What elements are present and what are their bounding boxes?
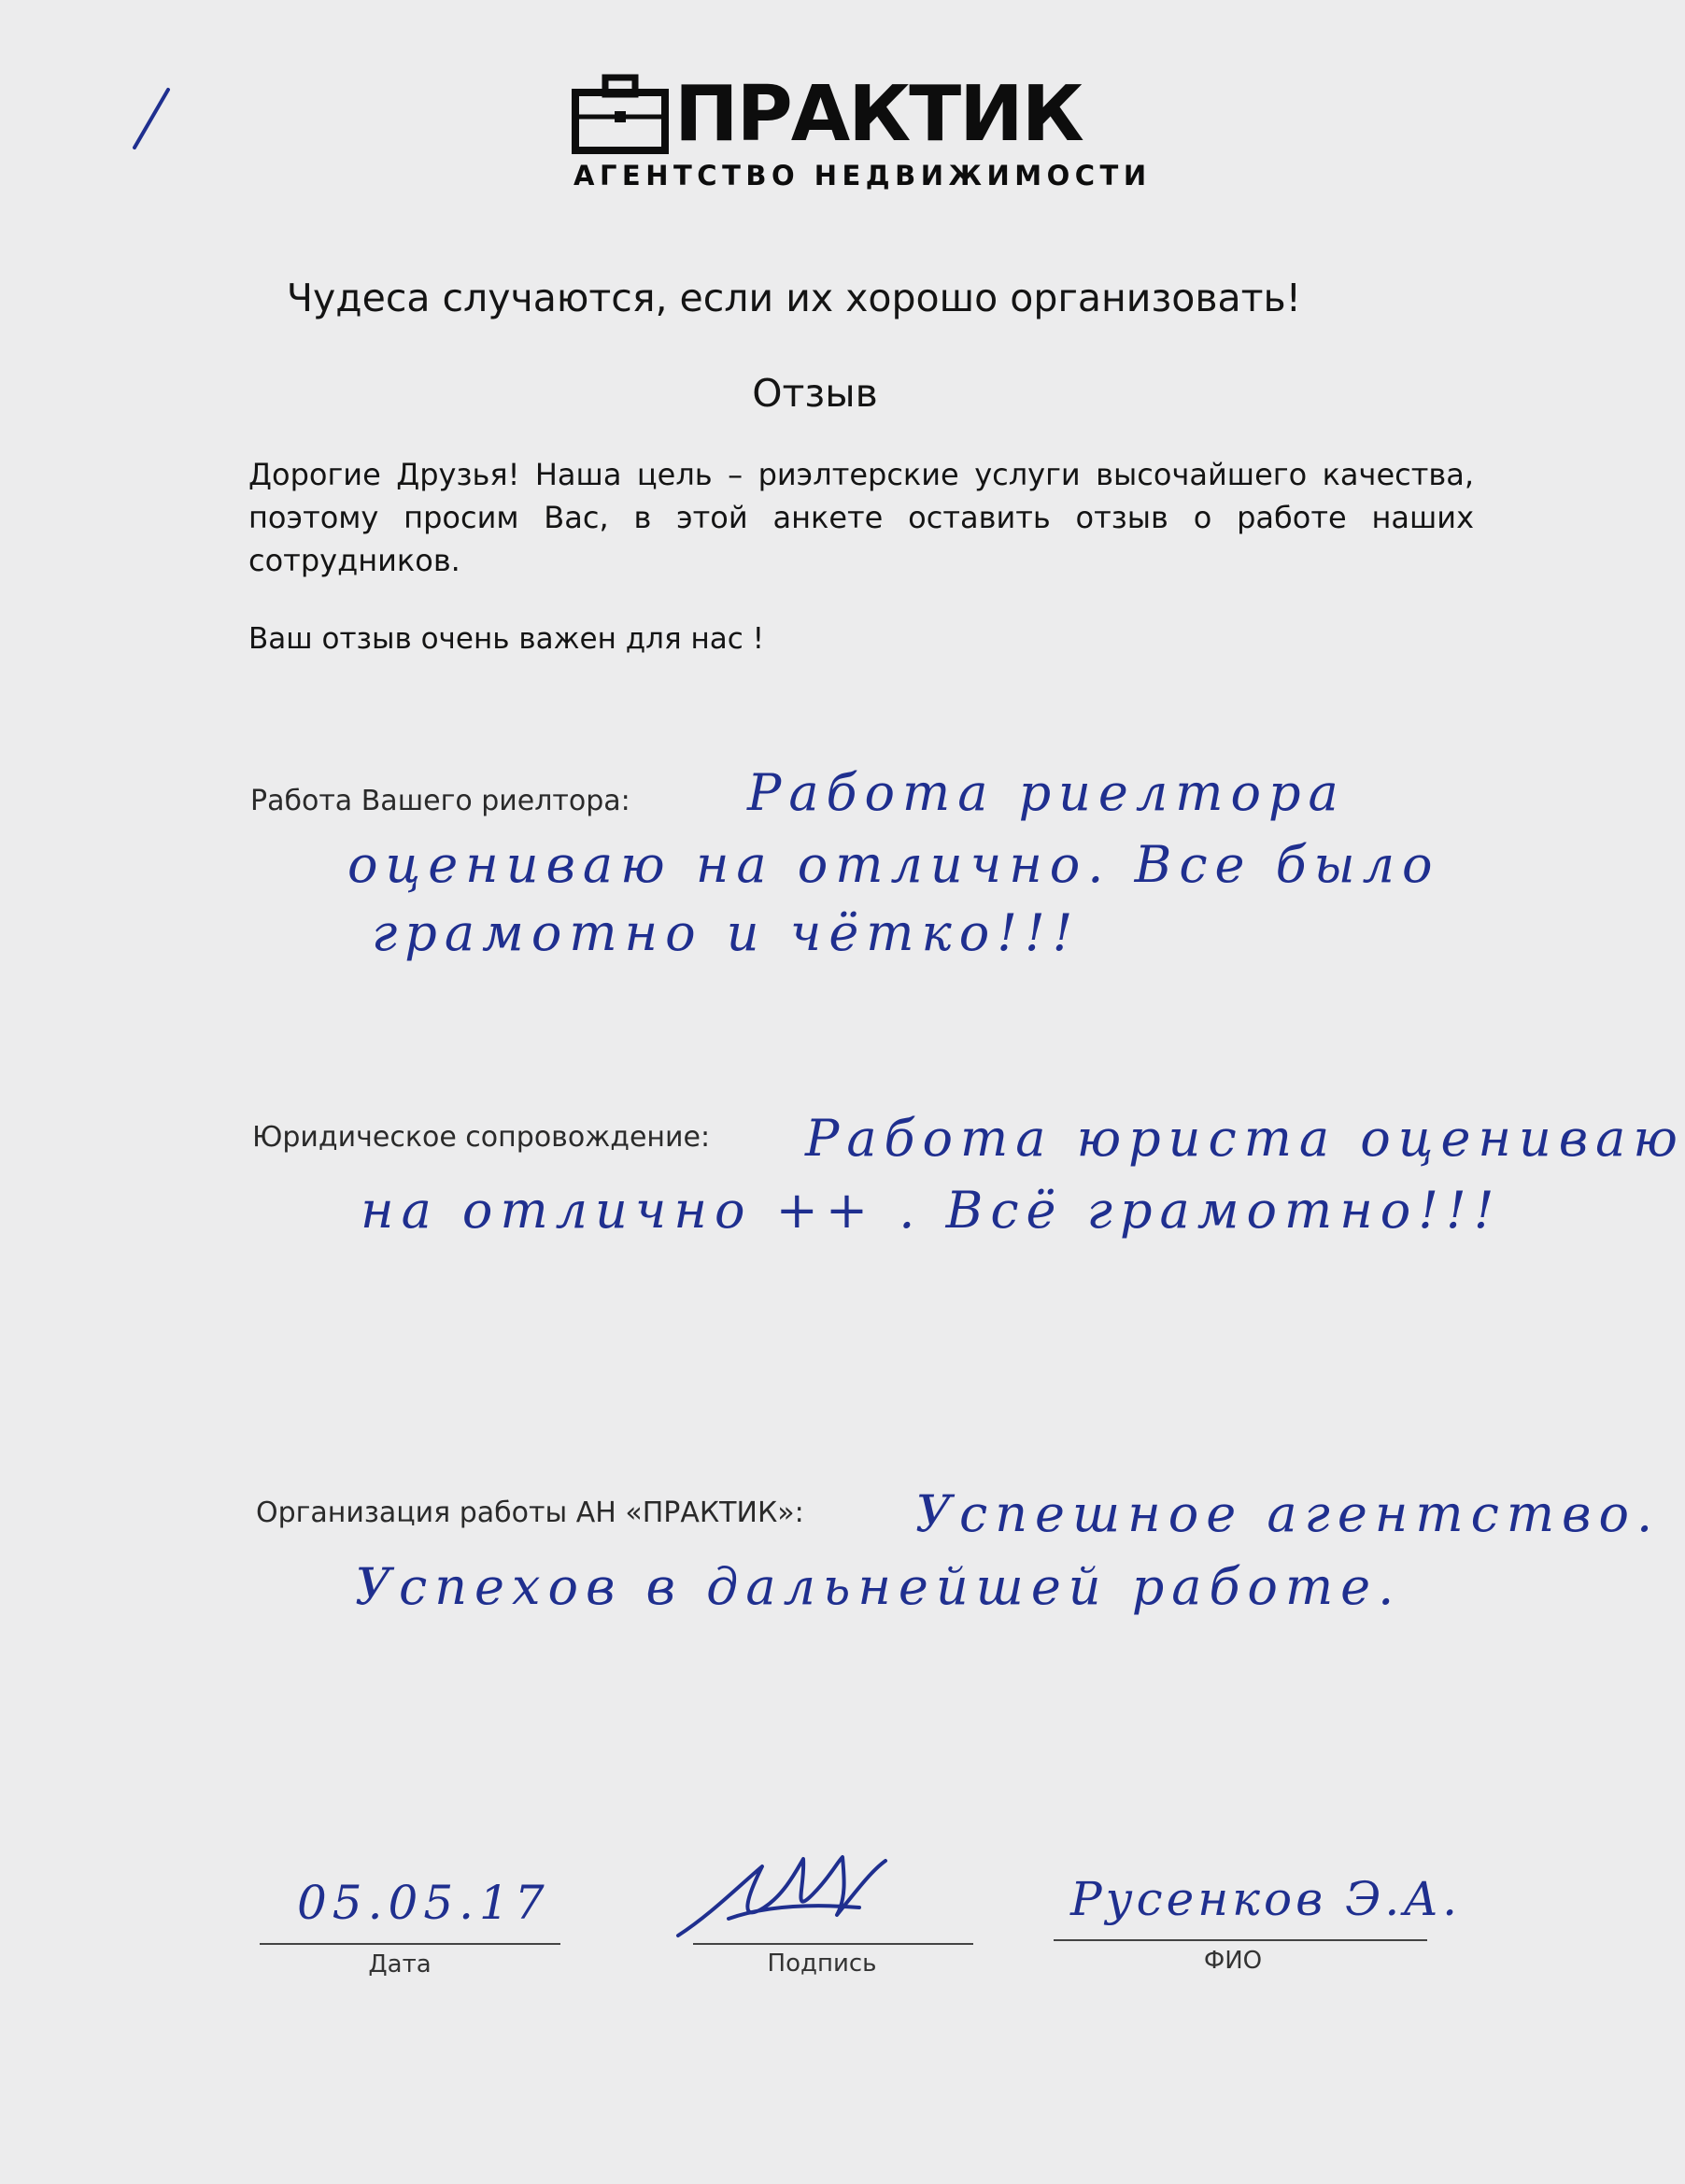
realtor-answer-line-3: грамотно и чётко!!! xyxy=(372,903,1081,962)
signature xyxy=(673,1850,915,1952)
legal-answer-line-2: на отлично ++ . Всё грамотно!!! xyxy=(361,1181,1502,1240)
logo-wordmark: ПРАКТИК xyxy=(674,70,1083,159)
company-logo xyxy=(572,70,1151,191)
intro-paragraph: Дорогие Друзья! Наша цель – риэлтерские услуги высочайшего качества, поэтому просим Вас, в этой анкете оставить отзыв о работе наших сотрудников. xyxy=(248,457,1474,578)
agency-answer-line-2: Успехов в дальнейшей работе. xyxy=(355,1557,1402,1616)
date-caption: Дата xyxy=(368,1950,432,1978)
importance-note: Ваш отзыв очень важен для нас ! xyxy=(248,622,765,656)
agency-answer-line-1: Успешное агентство. xyxy=(915,1484,1661,1543)
logo-subtitle: АГЕНТСТВО НЕДВИЖИМОСТИ xyxy=(573,160,1152,191)
name-caption: ФИО xyxy=(1203,1947,1263,1975)
agency-organization-label: Организация работы АН «ПРАКТИК»: xyxy=(256,1496,804,1529)
name-line xyxy=(1054,1939,1427,1941)
realtor-work-label: Работа Вашего риелтора: xyxy=(250,785,630,817)
date-line xyxy=(260,1943,560,1945)
signature-line xyxy=(693,1943,973,1945)
slogan: Чудеса случаются, если их хорошо организовать! xyxy=(286,276,1302,320)
legal-support-label: Юридическое сопровождение: xyxy=(252,1121,711,1154)
full-name-value: Русенков Э.А. xyxy=(1070,1872,1462,1926)
realtor-answer-line-2: оцениваю на отлично. Все было xyxy=(347,835,1440,894)
realtor-answer-line-1: Работа риелтора xyxy=(747,763,1346,822)
signature-caption: Подпись xyxy=(767,1950,877,1978)
date-value: 05.05.17 xyxy=(297,1876,550,1930)
legal-answer-line-1: Работа юриста оцениваю xyxy=(805,1109,1685,1168)
briefcase-icon xyxy=(572,72,669,156)
page-title: Отзыв xyxy=(752,371,878,416)
pen-stroke-mark xyxy=(121,84,177,159)
